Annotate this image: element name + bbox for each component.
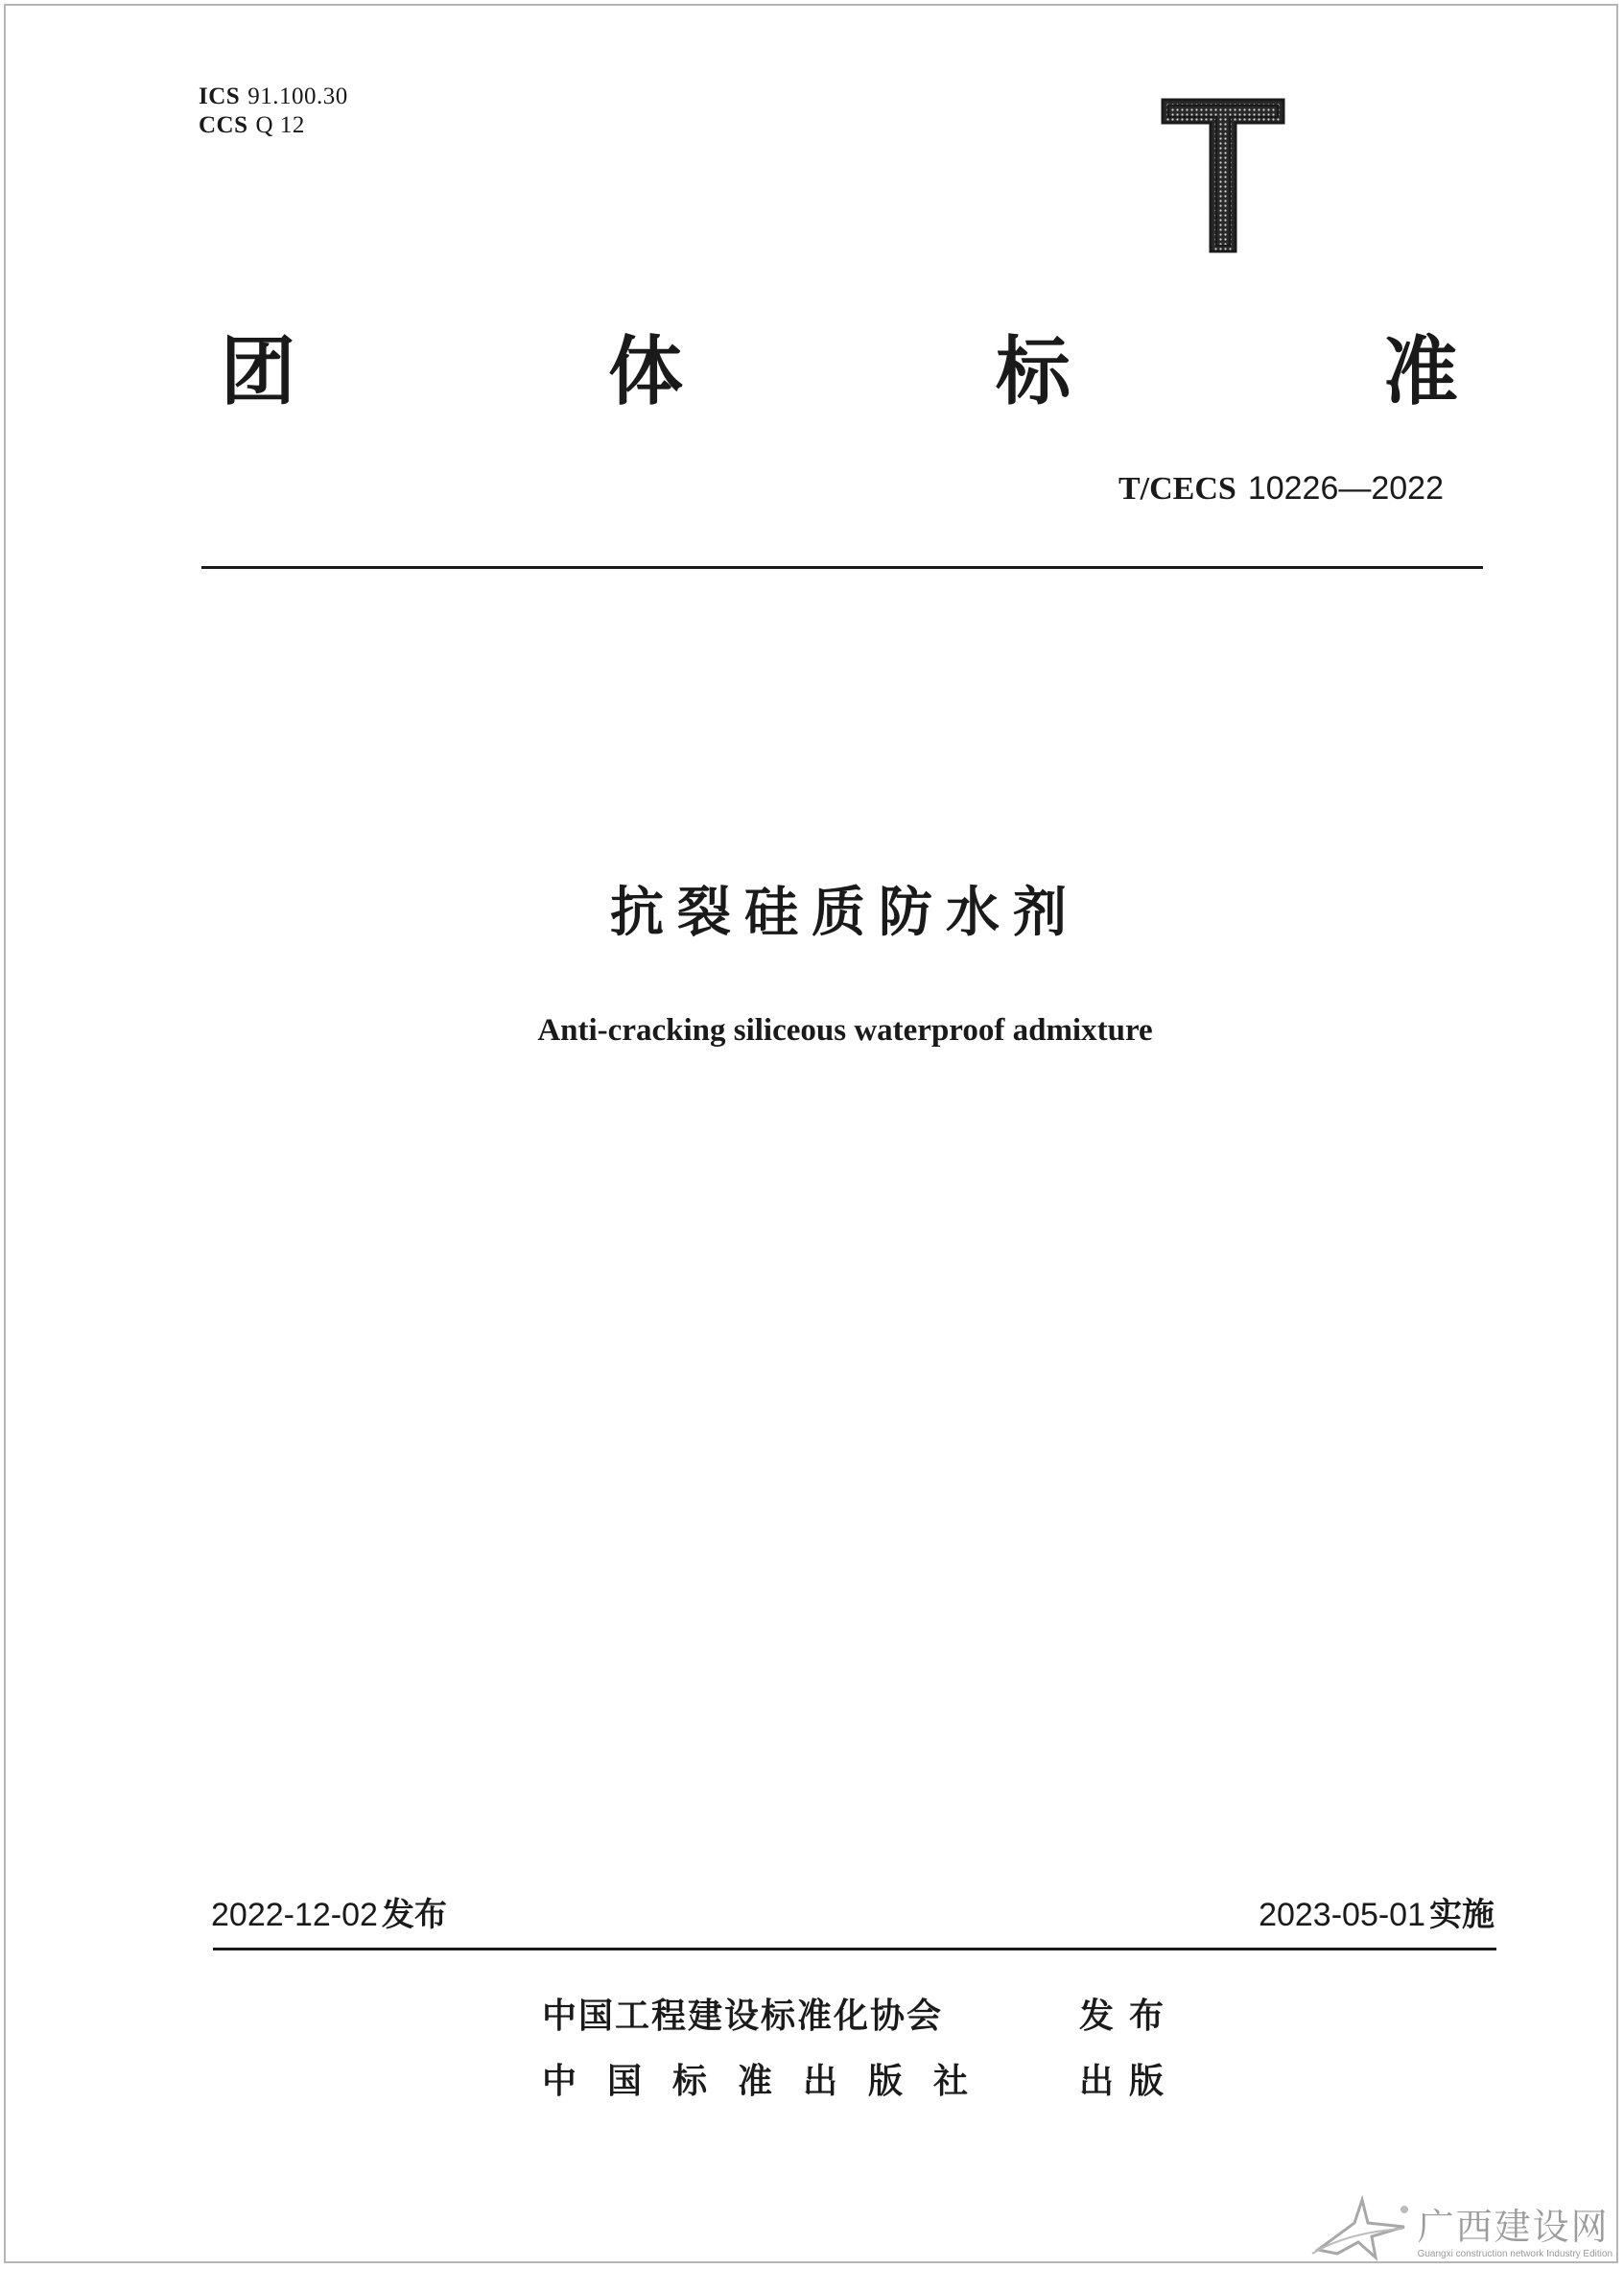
publish-date: 2022-12-02 发布 [211,1896,447,1934]
watermark [1308,2194,1612,2261]
document-title-en: Anti-cracking siliceous waterproof admixture [537,1013,1153,1048]
document-title-cn: 抗裂硅质防水剂 [610,882,1080,944]
effective-date: 2023-05-01 实施 [1259,1896,1495,1934]
standard-type-char: 准 [1382,329,1458,415]
standard-type-char: 体 [607,329,683,415]
standard-number-value: 10226—2022 [1247,470,1444,507]
issuer-org: 中国工程建设标准化协会 [542,1997,944,2036]
issuer-press [542,2059,1179,2105]
standard-type-char: 团 [221,329,296,415]
issuer-publisher [542,1994,1179,2040]
footer-divider [213,1948,1496,1950]
standard-number [1118,468,1444,509]
t-standard-logo-icon [1161,98,1285,253]
ccs-code: CCS Q 12 [199,112,305,138]
header-divider [201,566,1483,569]
ics-code: ICS 91.100.30 [199,83,348,109]
watermark-name-cn: 广西建设网 [1417,2206,1610,2248]
standard-type-char: 标 [995,329,1071,415]
star-logo-icon [1308,2194,1414,2261]
issuer-role: 发布 [1079,1997,1180,2036]
issuer-org: 中国标准出版社 [542,2062,1000,2101]
watermark-name-en: Guangxi construction network Industry Edition [1417,2249,1612,2259]
standard-number-prefix: T/CECS [1118,471,1236,507]
issuer-role: 出版 [1079,2062,1180,2101]
standard-type-heading [221,324,1458,420]
